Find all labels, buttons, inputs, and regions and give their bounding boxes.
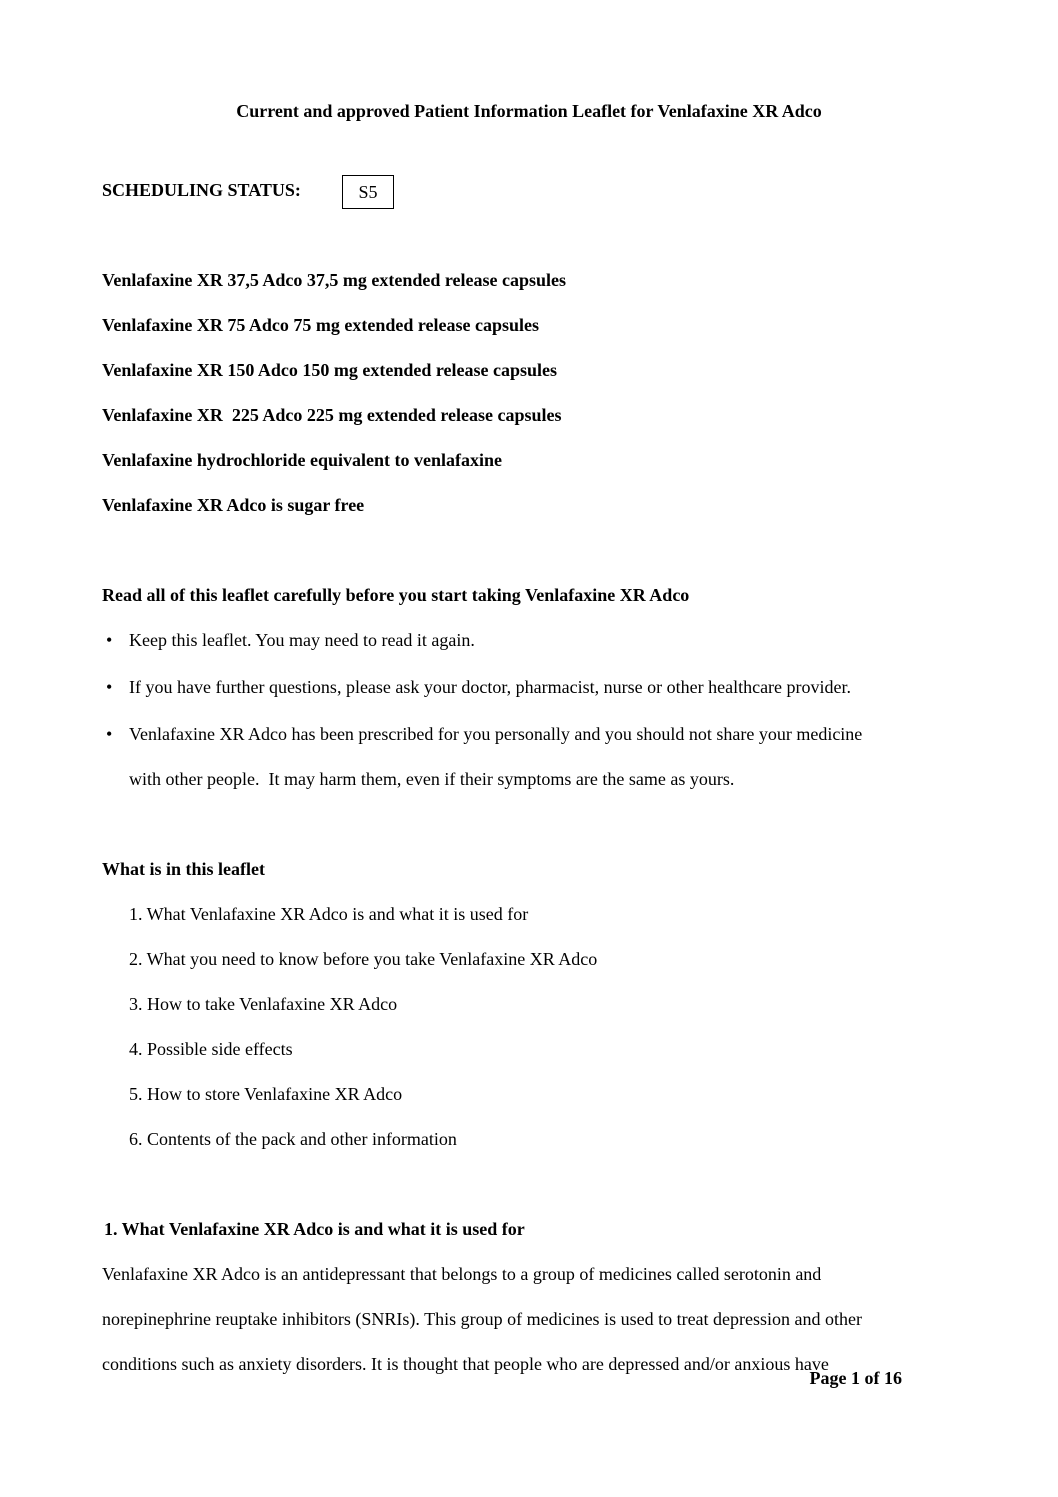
product-line: Venlafaxine XR 37,5 Adco 37,5 mg extended release capsules <box>102 270 566 290</box>
page-title: Current and approved Patient Information Leaflet for Venlafaxine XR Adco <box>236 101 822 121</box>
bullet-item: Keep this leaflet. You may need to read it again. <box>129 630 475 650</box>
contents-item: 1. What Venlafaxine XR Adco is and what it is used for <box>129 904 529 924</box>
section1-heading: 1. What Venlafaxine XR Adco is and what it is used for <box>104 1219 525 1239</box>
page-number: Page 1 of 16 <box>809 1368 902 1388</box>
bullet-item-continuation: with other people. It may harm them, even if their symptoms are the same as yours. <box>129 769 735 789</box>
bullet-item: Venlafaxine XR Adco has been prescribed for you personally and you should not share your medicine <box>129 724 863 744</box>
body-line: norepinephrine reuptake inhibitors (SNRIs). This group of medicines is used to treat depression and other <box>102 1309 862 1329</box>
bullet-icon: • <box>106 630 113 650</box>
product-line: Venlafaxine hydrochloride equivalent to venlafaxine <box>102 450 503 470</box>
contents-item: 6. Contents of the pack and other information <box>129 1129 457 1149</box>
product-line: Venlafaxine XR Adco is sugar free <box>102 495 365 515</box>
body-line: conditions such as anxiety disorders. It is thought that people who are depressed and/or anxious have <box>102 1354 829 1374</box>
bullet-item: If you have further questions, please ask your doctor, pharmacist, nurse or other healthcare provider. <box>129 677 852 697</box>
contents-item: 2. What you need to know before you take Venlafaxine XR Adco <box>129 949 598 969</box>
contents-item: 4. Possible side effects <box>129 1039 293 1059</box>
scheduling-status-label: SCHEDULING STATUS: <box>102 180 301 200</box>
bullet-icon: • <box>106 677 113 697</box>
bullet-icon: • <box>106 724 113 744</box>
contents-item: 3. How to take Venlafaxine XR Adco <box>129 994 398 1014</box>
product-line: Venlafaxine XR 75 Adco 75 mg extended release capsules <box>102 315 539 335</box>
scheduling-status-box: S5 <box>342 175 394 209</box>
product-line: Venlafaxine XR 150 Adco 150 mg extended release capsules <box>102 360 557 380</box>
contents-heading: What is in this leaflet <box>102 859 266 879</box>
read-heading: Read all of this leaflet carefully before you start taking Venlafaxine XR Adco <box>102 585 690 605</box>
product-line: Venlafaxine XR 225 Adco 225 mg extended release capsules <box>102 405 562 425</box>
contents-item: 5. How to store Venlafaxine XR Adco <box>129 1084 403 1104</box>
body-line: Venlafaxine XR Adco is an antidepressant that belongs to a group of medicines called serotonin and <box>102 1264 822 1284</box>
